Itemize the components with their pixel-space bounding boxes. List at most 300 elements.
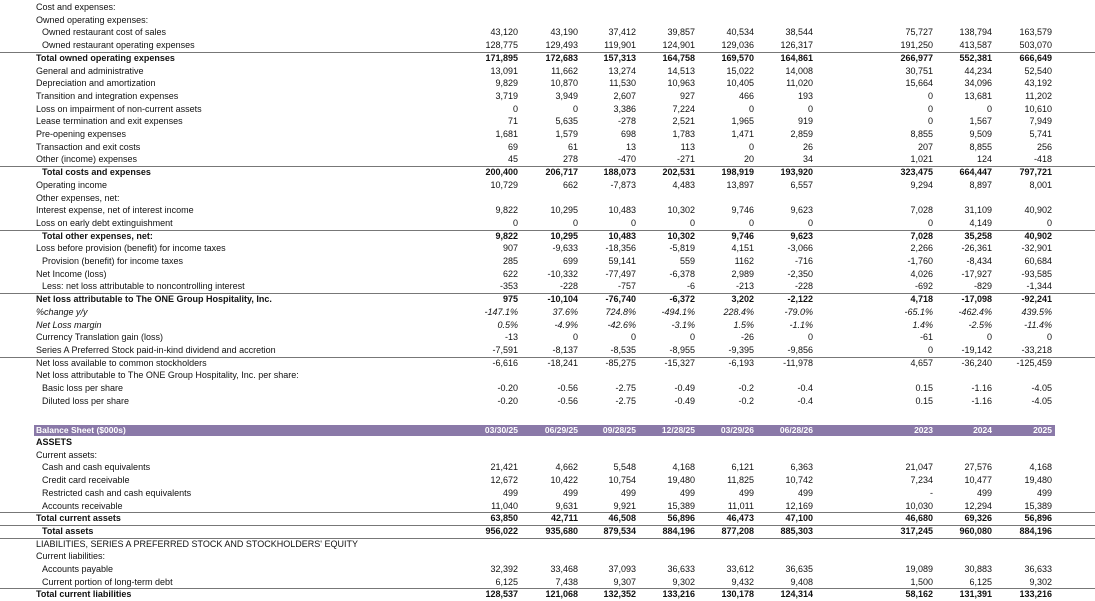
cell-value: -15,327 bbox=[664, 357, 695, 368]
row-label: Total costs and expenses bbox=[42, 167, 151, 178]
cell-value: 1,965 bbox=[731, 116, 754, 127]
cell-value: 126,317 bbox=[780, 40, 813, 51]
cell-value: 2,989 bbox=[731, 268, 754, 279]
row-label: Loss on early debt extinguishment bbox=[36, 217, 173, 228]
row-label: Basic loss per share bbox=[42, 383, 124, 393]
cell-value: 4,662 bbox=[555, 462, 578, 473]
cell-value: 9,631 bbox=[555, 500, 578, 511]
cell-value: 20 bbox=[743, 154, 754, 165]
cell-value: 6,363 bbox=[790, 462, 813, 473]
cell-value: 37,412 bbox=[608, 27, 636, 38]
cell-value: 0 bbox=[512, 103, 518, 114]
cell-value: 4,026 bbox=[910, 268, 933, 279]
cell-value: 46,473 bbox=[726, 513, 754, 524]
cell-value: 885,303 bbox=[780, 525, 813, 536]
cell-value: 3,949 bbox=[555, 90, 578, 101]
balance_sheet-row bbox=[0, 538, 1095, 551]
cell-value: 10,742 bbox=[785, 475, 813, 486]
cell-value: -9,856 bbox=[787, 344, 813, 355]
cell-value: 206,717 bbox=[545, 167, 578, 178]
cell-value: 9,294 bbox=[910, 179, 933, 190]
cell-value: -10,104 bbox=[547, 294, 578, 305]
cell-value: 157,313 bbox=[603, 52, 636, 63]
income_statement-row bbox=[0, 242, 1095, 255]
cell-value: -33,218 bbox=[1021, 344, 1052, 355]
balance_sheet-row bbox=[0, 512, 1095, 526]
cell-value: 266,977 bbox=[900, 52, 933, 63]
cell-value: 13,274 bbox=[608, 65, 636, 76]
cell-value: 0 bbox=[572, 217, 578, 228]
cell-value: -17,098 bbox=[961, 294, 992, 305]
cell-value: -61 bbox=[919, 332, 933, 343]
cell-value: 8,897 bbox=[969, 179, 992, 190]
row-label: Provision (benefit) for income taxes bbox=[42, 256, 184, 266]
cell-value: 9,432 bbox=[731, 576, 754, 587]
income_statement-row bbox=[0, 39, 1095, 53]
cell-value: -4.05 bbox=[1031, 395, 1052, 406]
cell-value: 0 bbox=[630, 332, 636, 343]
cell-value: 19,480 bbox=[667, 475, 695, 486]
cell-value: 499 bbox=[738, 487, 754, 498]
cell-value: 9,623 bbox=[790, 230, 813, 241]
cell-value: 69 bbox=[507, 141, 518, 152]
cell-value: 58,162 bbox=[905, 589, 933, 600]
cell-value: 1,579 bbox=[555, 129, 578, 139]
cell-value: 19,480 bbox=[1024, 475, 1052, 486]
section-title: Balance Sheet ($000s) bbox=[36, 425, 126, 435]
cell-value: 26 bbox=[802, 141, 813, 152]
cell-value: 71 bbox=[507, 116, 518, 127]
row-label: Current portion of long-term debt bbox=[42, 576, 173, 587]
cell-value: 724.8% bbox=[605, 306, 636, 317]
cell-value: -65.1% bbox=[904, 306, 933, 317]
cell-value: -3.1% bbox=[671, 319, 695, 330]
cell-value: 10,295 bbox=[550, 205, 578, 216]
cell-value: -79.0% bbox=[784, 306, 813, 317]
cell-value: -0.49 bbox=[674, 395, 695, 406]
cell-value: 285 bbox=[502, 256, 518, 266]
row-label: Series A Preferred Stock paid-in-kind dividend and accretion bbox=[36, 344, 276, 355]
cell-value: 10,483 bbox=[608, 205, 636, 216]
balance-sheet-header bbox=[34, 425, 1055, 436]
cell-value: 56,896 bbox=[1024, 513, 1052, 524]
cell-value: -8,535 bbox=[610, 344, 636, 355]
cell-value: 43,120 bbox=[490, 27, 518, 38]
column-header: 2023 bbox=[914, 425, 933, 435]
row-label: Net loss available to common stockholders bbox=[36, 357, 207, 368]
cell-value: 42,711 bbox=[550, 513, 578, 524]
cell-value: -2.75 bbox=[615, 395, 636, 406]
cell-value: 4,168 bbox=[672, 462, 695, 473]
cell-value: 40,902 bbox=[1024, 230, 1052, 241]
cell-value: 499 bbox=[620, 487, 636, 498]
cell-value: 40,902 bbox=[1024, 205, 1052, 216]
cell-value: 191,250 bbox=[900, 40, 933, 51]
column-header: 12/28/25 bbox=[661, 425, 695, 435]
cell-value: 666,649 bbox=[1019, 52, 1052, 63]
cell-value: -6,378 bbox=[669, 268, 695, 279]
row-label: Credit card receivable bbox=[42, 475, 130, 486]
cell-value: 30,883 bbox=[964, 564, 992, 574]
cell-value: 559 bbox=[679, 256, 695, 266]
cell-value: 13,681 bbox=[964, 90, 992, 101]
cell-value: 10,963 bbox=[667, 78, 695, 89]
cell-value: -1.1% bbox=[789, 319, 813, 330]
cell-value: 8,001 bbox=[1029, 179, 1052, 190]
row-label: Owned operating expenses: bbox=[36, 14, 149, 25]
cell-value: 164,861 bbox=[780, 52, 813, 63]
cell-value: 37,093 bbox=[608, 564, 636, 574]
cell-value: -2.75 bbox=[615, 383, 636, 393]
income_statement-row bbox=[0, 179, 1095, 192]
income_statement-row bbox=[0, 306, 1095, 319]
row-label: Less: net loss attributable to noncontrolling interest bbox=[42, 281, 245, 292]
cell-value: 0 bbox=[572, 103, 578, 114]
row-label: Pre-opening expenses bbox=[36, 129, 127, 139]
cell-value: -92,241 bbox=[1021, 294, 1052, 305]
row-label: %change y/y bbox=[36, 306, 88, 317]
cell-value: 884,196 bbox=[1019, 525, 1052, 536]
cell-value: -228 bbox=[794, 281, 813, 292]
cell-value: 193,920 bbox=[780, 167, 813, 178]
row-label: Net Income (loss) bbox=[36, 268, 107, 279]
cell-value: 0.15 bbox=[915, 383, 933, 393]
row-label: Total current assets bbox=[36, 513, 121, 524]
cell-value: -2,350 bbox=[787, 268, 813, 279]
income_statement-row bbox=[0, 268, 1095, 281]
income_statement-row bbox=[0, 128, 1095, 141]
cell-value: 63,850 bbox=[490, 513, 518, 524]
cell-value: 884,196 bbox=[662, 525, 695, 536]
cell-value: 2,607 bbox=[613, 90, 636, 101]
cell-value: 34,096 bbox=[964, 78, 992, 89]
cell-value: 797,721 bbox=[1019, 167, 1052, 178]
cell-value: 43,190 bbox=[550, 27, 578, 38]
cell-value: 879,534 bbox=[603, 525, 636, 536]
cell-value: -716 bbox=[794, 256, 813, 266]
income_statement-row bbox=[0, 153, 1095, 167]
cell-value: 12,294 bbox=[964, 500, 992, 511]
cell-value: -0.56 bbox=[557, 383, 578, 393]
cell-value: -32,901 bbox=[1021, 243, 1052, 254]
cell-value: -0.4 bbox=[797, 395, 813, 406]
cell-value: -2.5% bbox=[968, 319, 992, 330]
cell-value: 128,775 bbox=[485, 40, 518, 51]
row-label: Operating income bbox=[36, 179, 108, 190]
row-label: Currency Translation gain (loss) bbox=[36, 332, 164, 343]
cell-value: 0 bbox=[1046, 217, 1052, 228]
cell-value: 36,633 bbox=[667, 564, 695, 574]
row-label: Accounts payable bbox=[42, 564, 114, 574]
cell-value: 10,754 bbox=[608, 475, 636, 486]
cell-value: 44,234 bbox=[964, 65, 992, 76]
cell-value: 499 bbox=[562, 487, 578, 498]
income_statement-row bbox=[0, 344, 1095, 358]
row-label: General and administrative bbox=[36, 65, 144, 76]
cell-value: -418 bbox=[1033, 154, 1052, 165]
row-label: Other (income) expenses bbox=[36, 154, 138, 165]
row-label: Current liabilities: bbox=[36, 551, 106, 562]
cell-value: 169,570 bbox=[721, 52, 754, 63]
cell-value: 4,657 bbox=[910, 357, 933, 368]
cell-value: 503,070 bbox=[1019, 40, 1052, 51]
cell-value: 34 bbox=[802, 154, 813, 165]
income_statement-row bbox=[0, 14, 1095, 27]
cell-value: 622 bbox=[502, 268, 518, 279]
cell-value: 5,635 bbox=[555, 116, 578, 127]
cell-value: 15,022 bbox=[726, 65, 754, 76]
cell-value: 21,421 bbox=[490, 462, 518, 473]
cell-value: 10,302 bbox=[667, 230, 695, 241]
cell-value: 956,022 bbox=[485, 525, 518, 536]
column-header: 2024 bbox=[973, 425, 992, 435]
cell-value: 256 bbox=[1036, 141, 1052, 152]
balance_sheet-row bbox=[0, 550, 1095, 563]
income_statement-row bbox=[0, 280, 1095, 294]
cell-value: 124,314 bbox=[780, 589, 813, 600]
cell-value: -228 bbox=[559, 281, 578, 292]
cell-value: 8,855 bbox=[910, 129, 933, 139]
cell-value: 11,825 bbox=[727, 475, 754, 486]
cell-value: 413,587 bbox=[959, 40, 992, 51]
cell-value: 133,216 bbox=[662, 589, 695, 600]
row-label: Diluted loss per share bbox=[42, 395, 130, 406]
balance_sheet-row bbox=[0, 474, 1095, 487]
cell-value: 7,438 bbox=[555, 576, 578, 587]
cell-value: 7,028 bbox=[910, 230, 933, 241]
row-label: Accounts receivable bbox=[42, 500, 123, 511]
cell-value: 0 bbox=[630, 217, 636, 228]
row-label: LIABILITIES, SERIES A PREFERRED STOCK AND STOCKHOLDERS' EQUITY bbox=[36, 538, 358, 549]
cell-value: 15,389 bbox=[667, 500, 695, 511]
cell-value: -4.9% bbox=[554, 319, 578, 330]
cell-value: -18,241 bbox=[547, 357, 578, 368]
cell-value: -19,142 bbox=[961, 344, 992, 355]
cell-value: 1.4% bbox=[912, 319, 933, 330]
cell-value: 6,557 bbox=[790, 179, 813, 190]
balance_sheet-row bbox=[0, 500, 1095, 514]
cell-value: 3,386 bbox=[613, 103, 636, 114]
cell-value: 0 bbox=[927, 217, 933, 228]
income_statement-row bbox=[0, 26, 1095, 39]
row-label: ASSETS bbox=[36, 437, 73, 447]
cell-value: 9,307 bbox=[613, 576, 636, 587]
cell-value: 14,513 bbox=[667, 65, 695, 76]
cell-value: 30,751 bbox=[905, 65, 933, 76]
cell-value: -11,978 bbox=[783, 357, 813, 368]
cell-value: -36,240 bbox=[961, 357, 992, 368]
cell-value: 499 bbox=[679, 487, 695, 498]
cell-value: 3,719 bbox=[495, 90, 518, 101]
cell-value: 39,857 bbox=[667, 27, 695, 38]
cell-value: 59,141 bbox=[608, 256, 636, 266]
row-label: Interest expense, net of interest income bbox=[36, 205, 194, 216]
row-label: Other expenses, net: bbox=[36, 192, 120, 203]
cell-value: 499 bbox=[797, 487, 813, 498]
cell-value: 1,567 bbox=[969, 116, 992, 127]
cell-value: 0 bbox=[986, 332, 992, 343]
cell-value: 1,783 bbox=[672, 129, 695, 139]
cell-value: -0.49 bbox=[674, 383, 695, 393]
cell-value: 12,169 bbox=[785, 500, 813, 511]
cell-value: 14,008 bbox=[785, 65, 813, 76]
income_statement-row bbox=[0, 204, 1095, 217]
cell-value: 2,266 bbox=[910, 243, 933, 254]
cell-value: 1,021 bbox=[910, 154, 933, 165]
cell-value: 466 bbox=[738, 90, 754, 101]
cell-value: 11,662 bbox=[551, 65, 578, 76]
cell-value: 552,381 bbox=[959, 52, 992, 63]
cell-value: 0.15 bbox=[915, 395, 933, 406]
cell-value: 9,509 bbox=[969, 129, 992, 139]
cell-value: -93,585 bbox=[1021, 268, 1052, 279]
cell-value: 1,500 bbox=[910, 576, 933, 587]
row-label: Net Loss margin bbox=[36, 319, 102, 330]
cell-value: 439.5% bbox=[1021, 306, 1052, 317]
cell-value: -6,193 bbox=[728, 357, 754, 368]
income_statement-row bbox=[0, 1, 1095, 14]
cell-value: -7,873 bbox=[610, 179, 636, 190]
cell-value: 31,109 bbox=[964, 205, 992, 216]
cell-value: 130,178 bbox=[721, 589, 754, 600]
cell-value: 133,216 bbox=[1019, 589, 1052, 600]
column-header: 2025 bbox=[1033, 425, 1052, 435]
cell-value: 3,202 bbox=[731, 294, 754, 305]
cell-value: 27,576 bbox=[964, 462, 992, 473]
cell-value: -692 bbox=[914, 281, 933, 292]
cell-value: -494.1% bbox=[661, 306, 695, 317]
cell-value: 11,040 bbox=[491, 500, 518, 511]
cell-value: 5,741 bbox=[1029, 129, 1052, 139]
cell-value: 10,302 bbox=[667, 205, 695, 216]
cell-value: 132,352 bbox=[603, 589, 636, 600]
cell-value: 6,121 bbox=[731, 462, 754, 473]
cell-value: 10,729 bbox=[490, 179, 518, 190]
row-label: Net loss attributable to The ONE Group Hospitality, Inc. per share: bbox=[36, 370, 299, 381]
cell-value: -757 bbox=[617, 281, 636, 292]
cell-value: 15,389 bbox=[1024, 500, 1052, 511]
row-label: Total other expenses, net: bbox=[42, 230, 153, 241]
income_statement-row bbox=[0, 115, 1095, 128]
cell-value: 4,483 bbox=[672, 179, 695, 190]
cell-value: -8,955 bbox=[669, 344, 695, 355]
cell-value: 121,068 bbox=[545, 589, 578, 600]
cell-value: 128,537 bbox=[485, 589, 518, 600]
cell-value: - bbox=[930, 487, 933, 498]
row-label: Transaction and exit costs bbox=[36, 141, 141, 152]
cell-value: -3,066 bbox=[787, 243, 813, 254]
cell-value: 46,508 bbox=[608, 513, 636, 524]
cell-value: 7,949 bbox=[1029, 116, 1052, 127]
cell-value: 0 bbox=[689, 217, 695, 228]
cell-value: 129,036 bbox=[721, 40, 754, 51]
cell-value: 278 bbox=[562, 154, 578, 165]
cell-value: 9,746 bbox=[731, 205, 754, 216]
cell-value: 0.5% bbox=[497, 319, 518, 330]
row-label: Owned restaurant cost of sales bbox=[42, 27, 167, 38]
cell-value: 36,635 bbox=[785, 564, 813, 574]
cell-value: 0 bbox=[927, 116, 933, 127]
cell-value: 1162 bbox=[734, 256, 754, 266]
cell-value: -278 bbox=[617, 116, 636, 127]
cell-value: 124,901 bbox=[662, 40, 695, 51]
cell-value: 0 bbox=[807, 217, 813, 228]
cell-value: 975 bbox=[502, 294, 518, 305]
cell-value: 2,521 bbox=[672, 116, 695, 127]
cell-value: -271 bbox=[676, 154, 695, 165]
cell-value: 171,895 bbox=[485, 52, 518, 63]
cell-value: 60,684 bbox=[1024, 256, 1052, 266]
cell-value: -42.6% bbox=[607, 319, 636, 330]
cell-value: 12,672 bbox=[490, 475, 518, 486]
cell-value: 9,302 bbox=[672, 576, 695, 587]
cell-value: 52,540 bbox=[1024, 65, 1052, 76]
cell-value: -0.20 bbox=[497, 383, 518, 393]
balance_sheet-row bbox=[0, 449, 1095, 462]
cell-value: 119,901 bbox=[604, 40, 636, 51]
income_statement-row bbox=[0, 331, 1095, 344]
cell-value: 9,746 bbox=[731, 230, 754, 241]
row-label: Cost and expenses: bbox=[36, 2, 116, 12]
cell-value: 9,921 bbox=[613, 500, 636, 511]
cell-value: 138,794 bbox=[959, 27, 992, 38]
cell-value: -0.4 bbox=[797, 383, 813, 393]
balance_sheet-row bbox=[0, 576, 1095, 590]
cell-value: -4.05 bbox=[1031, 383, 1052, 393]
income_statement-row bbox=[0, 77, 1095, 90]
cell-value: 6,125 bbox=[969, 576, 992, 587]
cell-value: 9,822 bbox=[495, 205, 518, 216]
cell-value: 7,028 bbox=[910, 205, 933, 216]
cell-value: 40,534 bbox=[726, 27, 754, 38]
cell-value: 124 bbox=[976, 154, 992, 165]
income_statement-row bbox=[0, 230, 1095, 243]
income_statement-row bbox=[0, 141, 1095, 154]
cell-value: 499 bbox=[502, 487, 518, 498]
income_statement-row bbox=[0, 319, 1095, 332]
income_statement-row bbox=[0, 293, 1095, 306]
cell-value: 0 bbox=[807, 332, 813, 343]
cell-value: 9,829 bbox=[495, 78, 518, 89]
cell-value: -26 bbox=[740, 332, 754, 343]
cell-value: 0 bbox=[748, 103, 754, 114]
column-header: 06/29/25 bbox=[544, 425, 578, 435]
cell-value: 0 bbox=[927, 90, 933, 101]
cell-value: 61 bbox=[567, 141, 578, 152]
cell-value: 1,681 bbox=[495, 129, 518, 139]
row-label: Loss on impairment of non-current assets bbox=[36, 103, 202, 114]
cell-value: 10,030 bbox=[905, 500, 933, 511]
cell-value: 36,633 bbox=[1024, 564, 1052, 574]
cell-value: 0 bbox=[927, 344, 933, 355]
cell-value: -11.4% bbox=[1024, 319, 1052, 330]
cell-value: 0 bbox=[748, 217, 754, 228]
cell-value: 33,468 bbox=[550, 564, 578, 574]
row-label: Loss before provision (benefit) for income taxes bbox=[36, 243, 226, 254]
income_statement-row bbox=[0, 166, 1095, 179]
cell-value: 4,168 bbox=[1029, 462, 1052, 473]
cell-value: -213 bbox=[735, 281, 754, 292]
cell-value: 8,855 bbox=[969, 141, 992, 152]
cell-value: 5,548 bbox=[613, 462, 636, 473]
cell-value: -26,361 bbox=[961, 243, 992, 254]
row-label: Cash and cash equivalents bbox=[42, 462, 151, 473]
cell-value: -18,356 bbox=[605, 243, 636, 254]
income_statement-row bbox=[0, 382, 1095, 395]
cell-value: 46,680 bbox=[905, 513, 933, 524]
cell-value: 10,610 bbox=[1024, 103, 1052, 114]
income_statement-row bbox=[0, 90, 1095, 103]
